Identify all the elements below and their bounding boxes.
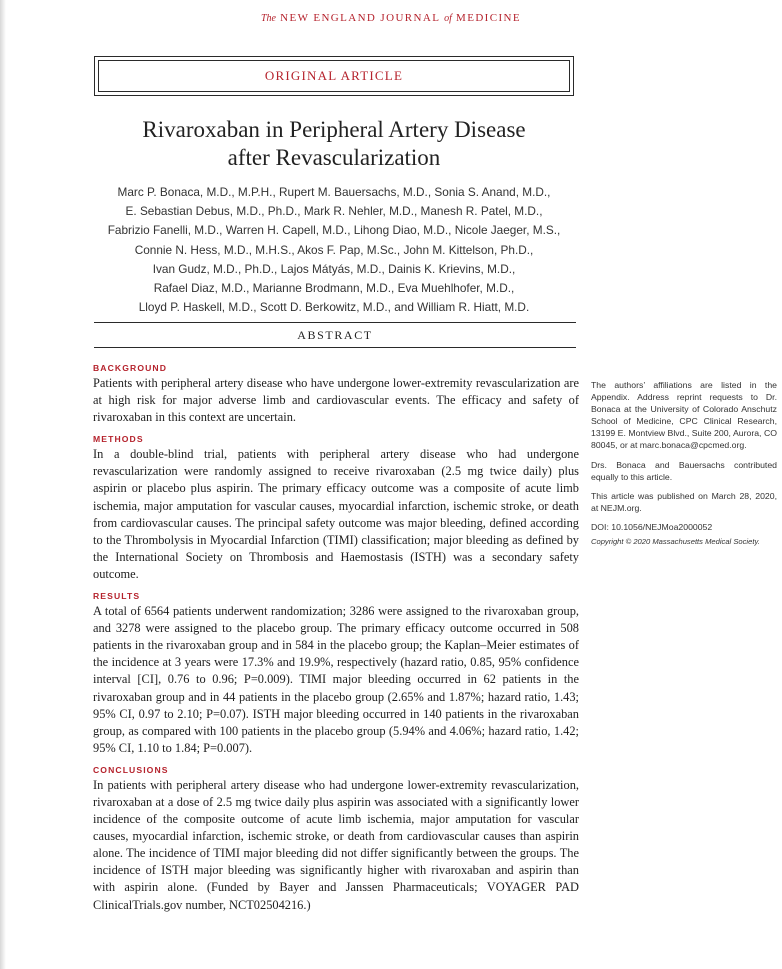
doi-note: DOI: 10.1056/NEJMoa2000052: [591, 521, 713, 532]
journal-name-part2: MEDICINE: [456, 12, 522, 24]
background-heading: BACKGROUND: [93, 363, 168, 373]
abstract-body: [93, 363, 579, 922]
author-line: Connie N. Hess, M.D., M.H.S., Akos F. Pap, M.Sc., John M. Kittelson, Ph.D.,: [134, 242, 534, 257]
author-line: Ivan Gudz, M.D., Ph.D., Lajos Mátyás, M.D., Dainis K. Krievins, M.D.,: [152, 261, 516, 276]
affiliations-note: The authors’ affiliations are listed in the Appendix. Address reprint requests to Dr. Bonaca at the University of Colorado Anschutz School of Medicine, CPC Clinical Research, 13199 E. Montview Blvd., Suite 200, Aurora, CO 80045, or at marc.bonaca@cpcmed.org.: [591, 380, 777, 451]
article-type-box: [94, 56, 574, 96]
methods-heading: METHODS: [93, 434, 144, 445]
sidebar-notes: [591, 379, 777, 555]
author-list: [70, 183, 598, 317]
abstract-heading: ABSTRACT: [94, 322, 576, 348]
author-line: Rafael Diaz, M.D., Marianne Brodmann, M.D., Eva Muehlhofer, M.D.,: [153, 281, 515, 296]
conclusions-text: In patients with peripheral artery disease who had undergone lower-extremity revascularization, rivaroxaban at a dose of 2.5 mg twice daily plus aspirin was associated with a significantly lower incidence of the composite outcome of acute limb ischemia, major amputation for vascular causes, myocardial infarction, ischemic stroke, or death from cardiovascular causes than aspirin alone. The incidence of TIMI major bleeding did not differ significantly between the groups. The incidence of ISTH major bleeding was significantly higher with rivaroxaban and aspirin than with aspirin alone. (Funded by Bayer and Janssen Pharmaceuticals; VOYAGER PAD ClinicalTrials.gov number, NCT02504216.): [93, 777, 579, 912]
article-type-label: ORIGINAL ARTICLE: [98, 60, 570, 92]
copyright-note: Copyright © 2020 Massachusetts Medical Society.: [591, 537, 760, 547]
methods-text: In a double-blind trial, patients with peripheral artery disease who had undergone revascularization were randomly assigned to receive rivaroxaban (2.5 mg twice daily) plus aspirin or placebo plus aspirin. The primary efficacy outcome was a composite of acute limb ischemia, major amputation for vascular causes, myocardial infarction, ischemic stroke, or death from cardiovascular causes. The principal safety outcome was major bleeding, defined according to the Thrombolysis in Myocardial Infarction (TIMI) classification; major bleeding as defined by the International Society on Thrombosis and Haemostasis (ISTH) was a secondary safety outcome.: [93, 447, 579, 581]
article-title: [60, 116, 608, 172]
results-text: A total of 6564 patients underwent randomization; 3286 were assigned to the rivaroxaban group, and 3278 were assigned to the placebo group. The primary efficacy outcome occurred in 508 patients in the rivaroxaban group and in 584 in the placebo group; the Kaplan–Meier estimates of the incidence at 3 years were 17.3% and 19.9%, respectively (hazard ratio, 0.85, 95% confidence interval [CI], 0.76 to 0.96; P=0.009). TIMI major bleeding occurred in 62 patients in the rivaroxaban group and in 44 patients in the placebo group (2.65% and 1.87%; hazard ratio, 1.43; 95% CI, 0.97 to 2.10; P=0.07). ISTH major bleeding occurred in 140 patients in the rivaroxaban group, as compared with 100 patients in the placebo group (5.94% and 4.06%; hazard ratio, 1.42; 95% CI, 1.10 to 1.84; P=0.007).: [93, 604, 579, 755]
results-heading: RESULTS: [93, 591, 141, 602]
author-line: Fabrizio Fanelli, M.D., Warren H. Capell, M.D., Lihong Diao, M.D., Nicole Jaeger, M.S.,: [107, 223, 561, 238]
author-line: Marc P. Bonaca, M.D., M.P.H., Rupert M. Bauersachs, M.D., Sonia S. Anand, M.D.,: [117, 185, 551, 199]
title-line-2: after Revascularization: [227, 145, 441, 170]
author-line: E. Sebastian Debus, M.D., Ph.D., Mark R. Nehler, M.D., Manesh R. Patel, M.D.,: [125, 204, 543, 219]
journal-the: The: [260, 13, 276, 24]
page-edge-shadow: [0, 0, 6, 969]
journal-header: [0, 12, 782, 24]
conclusions-heading: CONCLUSIONS: [93, 764, 169, 775]
background-text: Patients with peripheral artery disease who have undergone lower-extremity revascularization are at high risk for major adverse limb and cardiovascular events. The efficacy and safety of rivaroxaban in this context are uncertain.: [93, 376, 579, 425]
title-line-1: Rivaroxaban in Peripheral Artery Disease: [142, 117, 526, 142]
author-line: Lloyd P. Haskell, M.D., Scott D. Berkowitz, M.D., and William R. Hiatt, M.D.: [138, 300, 530, 315]
journal-name-part1: NEW ENGLAND JOURNAL: [280, 12, 440, 24]
journal-of: of: [444, 13, 452, 24]
contribution-note: Drs. Bonaca and Bauersachs contributed equally to this article.: [591, 459, 777, 482]
publication-note: This article was published on March 28, 2020, at NEJM.org.: [591, 490, 777, 513]
